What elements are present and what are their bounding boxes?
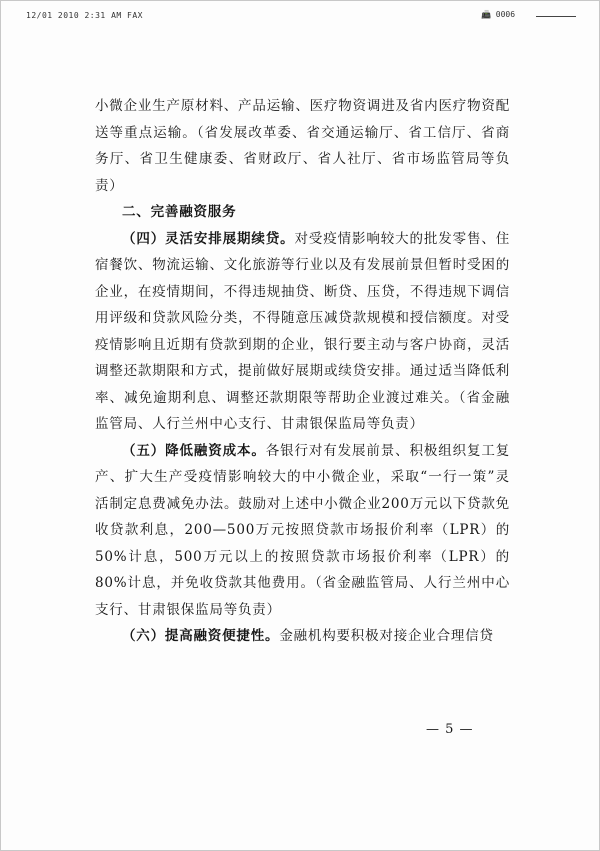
page-number: — 5 — — [426, 722, 474, 737]
section-heading-financing: 二、完善融资服务 — [122, 204, 237, 220]
paragraph-convenience — [95, 623, 510, 650]
paragraph-text: 对受疫情影响较大的批发零售、住宿餐饮、物流运输、文化旅游等行业以及有发展前景但暂时受困的企业，在疫情期间，不得违规抽贷、断贷、压贷，不得违规下调信用评级和贷款风险分类，不得随意压减贷款规模和授信额度。对受疫情影响且近期有贷款到期的企业，银行要主动与客户协商，灵活调整还款期限和方式，提前做好展期或续贷安排。通过适当降低利率、减免逾期利息、调整还款期限等帮助企业渡过难关。（省金融监管局、人行兰州中心支行、甘肃银保监局等负责） — [95, 230, 511, 432]
paragraph-text: 各银行对有发展前景、积极组织复工复产、扩大生产受疫情影响较大的中小微企业，采取“一行一策”灵活制定息费减免办法。鼓励对上述中小微企业200万元以下贷款免收贷款利息，200—500万元按照贷款市场报价利率（LPR）的50%计息，500万元以上的按照贷款市场报价利率（LPR）的80%计息，并免收贷款其他费用。（省金融监管局、人行兰州中心支行、甘肃银保监局等负责） — [95, 442, 510, 618]
fax-rule — [536, 16, 576, 17]
paragraph-lead: （六）提高融资便捷性。 — [122, 628, 280, 644]
document-body — [95, 93, 510, 650]
fax-page-number: 0006 — [495, 10, 516, 19]
paragraph-lead: （五）降低融资成本。 — [122, 442, 266, 459]
paragraph-transport: 小微企业生产原材料、产品运输、医疗物资调进及省内医疗物资配送等重点运输。（省发展改革委、省交通运输厅、省工信厅、省商务厅、省卫生健康委、省财政厅、省人社厅、省市场监管局等负责） — [95, 98, 510, 194]
paragraph-lead: （四）灵活安排展期续贷。 — [122, 230, 295, 247]
fax-header: 12/01 2010 2:31 AM FAX — [26, 11, 143, 20]
paragraph-text: 金融机构要积极对接企业合理信贷 — [279, 628, 494, 644]
paragraph-financing-cost — [95, 438, 510, 624]
fax-page-label: 📠 0006 — [481, 10, 516, 19]
paragraph-loan-extension — [95, 226, 510, 438]
